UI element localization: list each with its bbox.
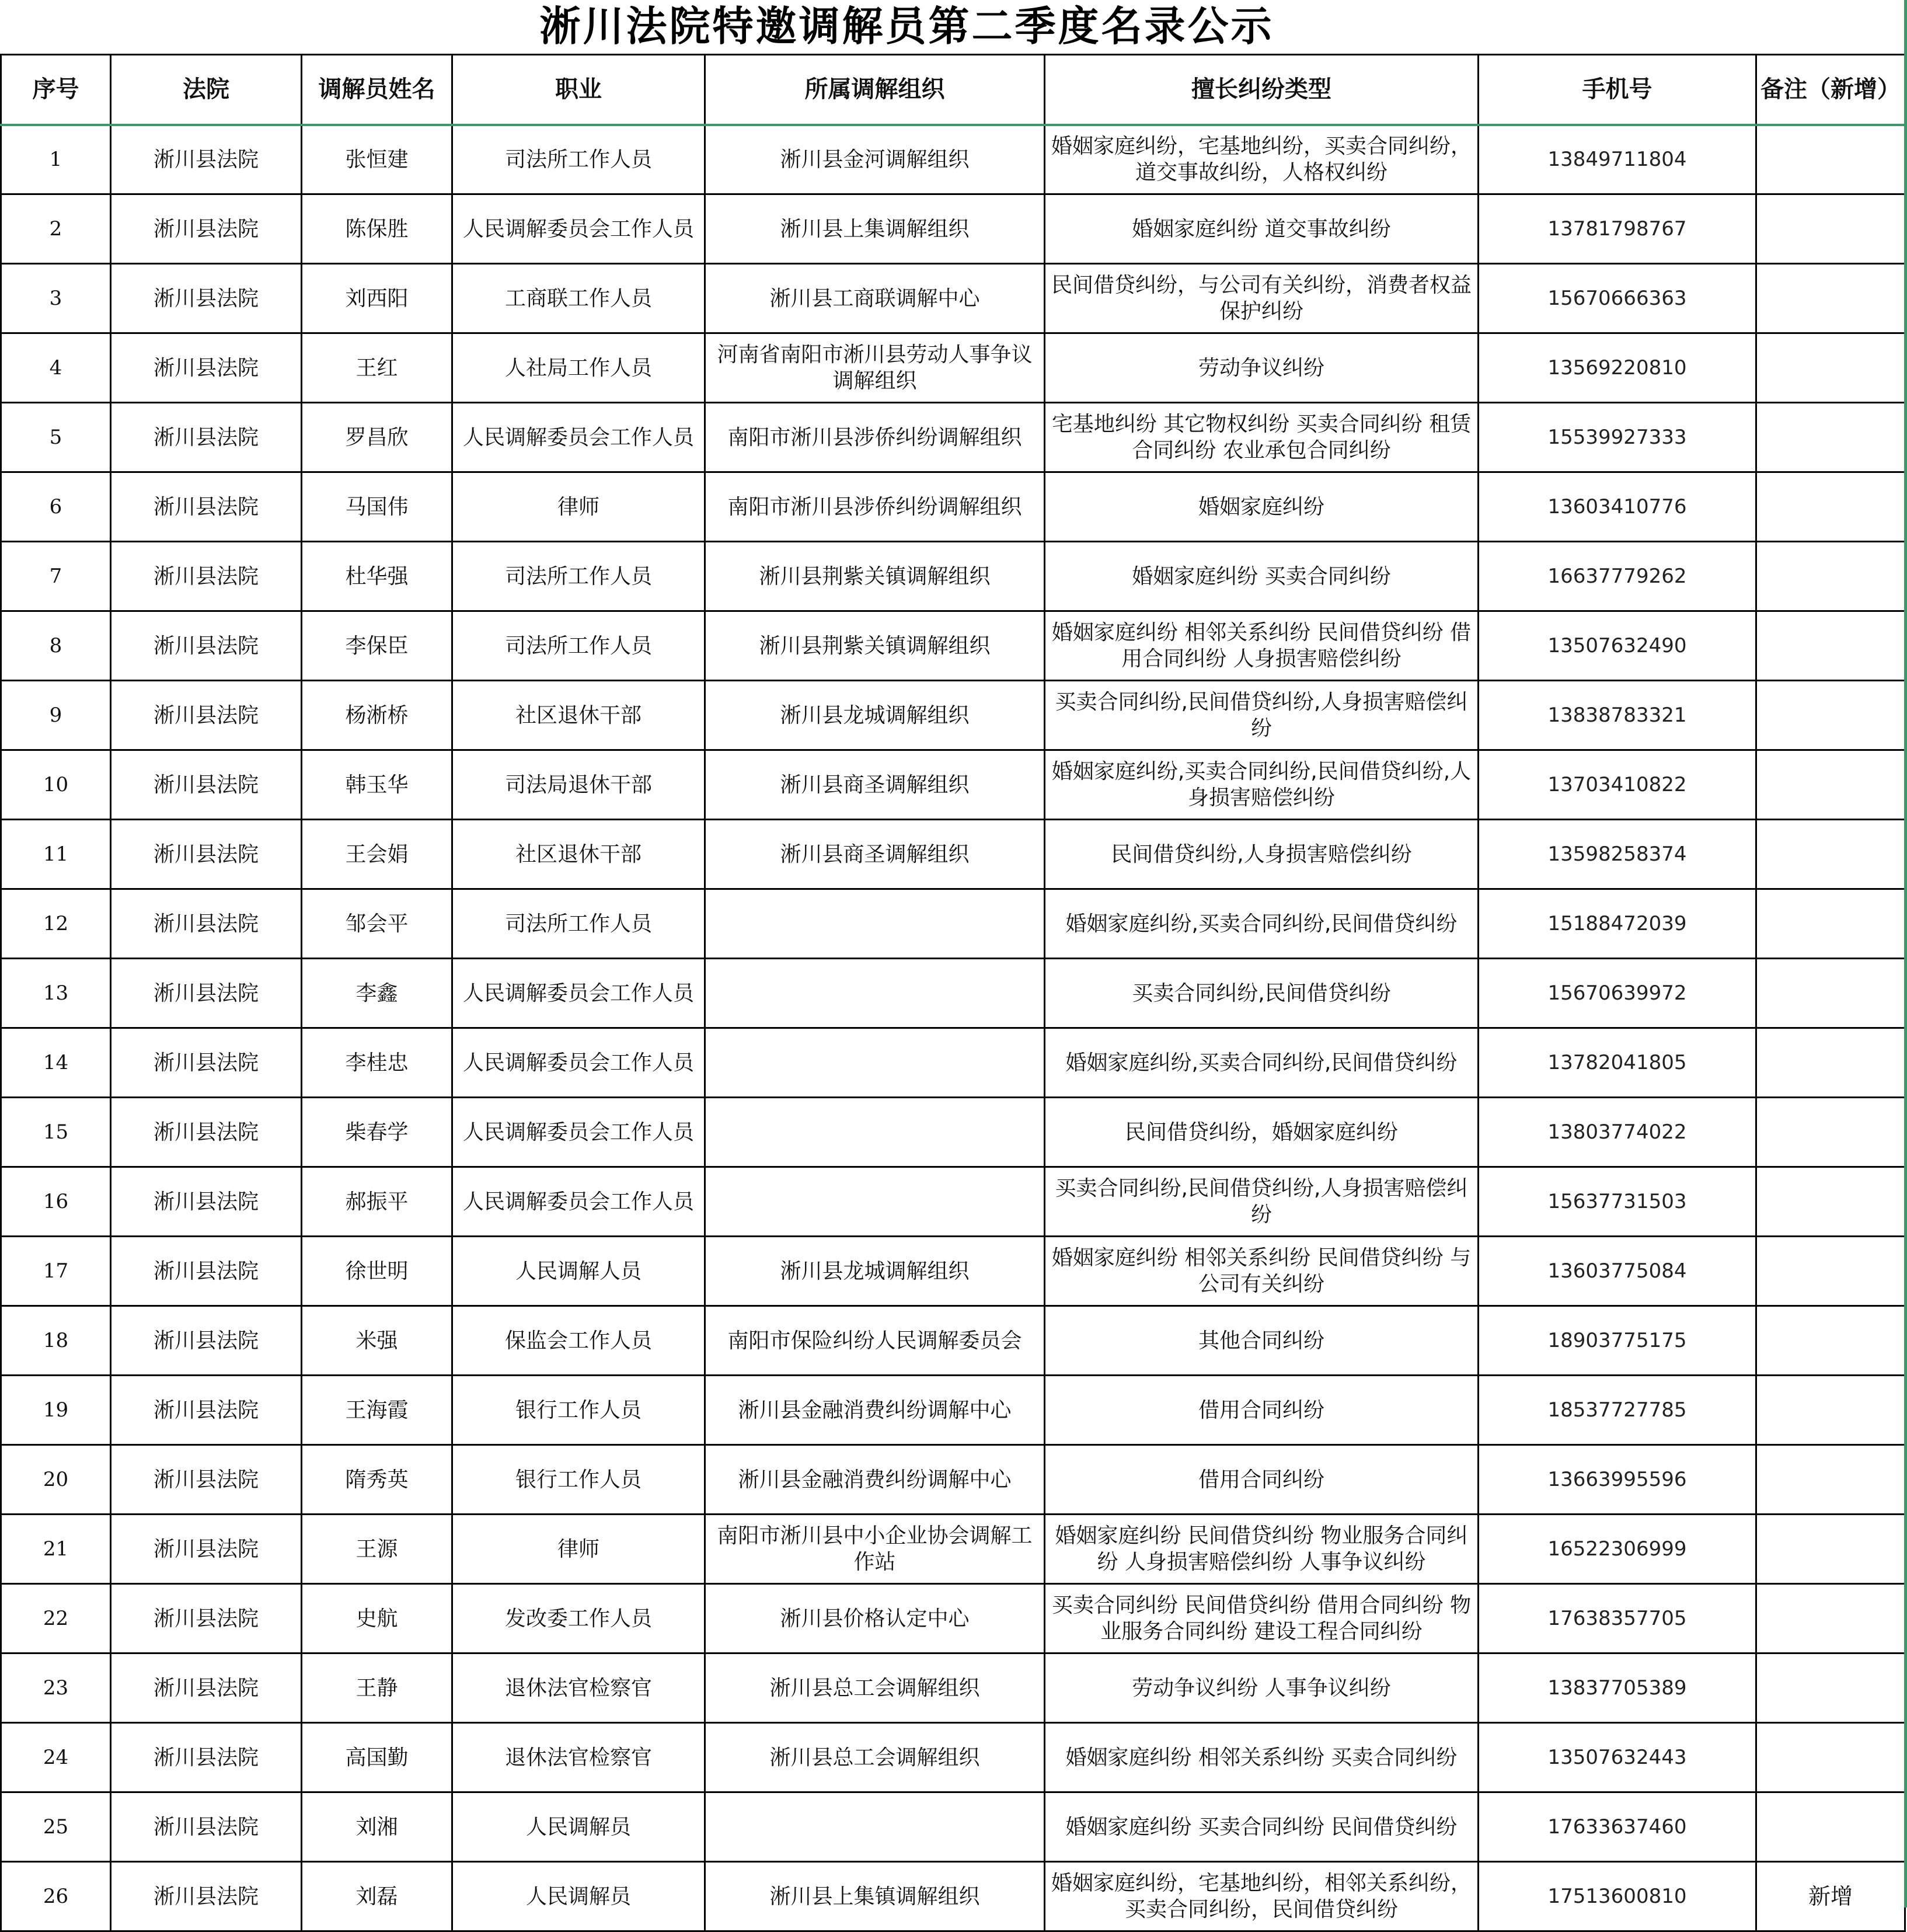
cell-mediator-name[interactable]: 陈保胜 — [302, 194, 452, 264]
cell-index[interactable]: 26 — [1, 1862, 111, 1931]
cell-court[interactable]: 淅川县法院 — [111, 681, 302, 750]
cell-occupation[interactable]: 司法所工作人员 — [452, 125, 705, 194]
table-row — [1, 1653, 1905, 1723]
cell-mediator-name[interactable]: 张恒建 — [302, 125, 452, 194]
cell-organization[interactable]: 淅川县金河调解组织 — [705, 125, 1045, 194]
cell-index[interactable]: 10 — [1, 750, 111, 820]
cell-occupation[interactable]: 司法局退休干部 — [452, 750, 705, 820]
cell-organization[interactable] — [705, 1098, 1045, 1167]
cell-mediator-name[interactable]: 李保臣 — [302, 611, 452, 681]
table-row — [1, 959, 1905, 1028]
cell-occupation[interactable]: 人民调解委员会工作人员 — [452, 194, 705, 264]
cell-phone[interactable]: 13781798767 — [1479, 194, 1756, 264]
cell-organization[interactable]: 南阳市淅川县中小企业协会调解工作站 — [705, 1515, 1045, 1584]
cell-court[interactable]: 淅川县法院 — [111, 1028, 302, 1098]
cell-organization[interactable]: 南阳市保险纠纷人民调解委员会 — [705, 1306, 1045, 1376]
cell-dispute-types[interactable]: 买卖合同纠纷,民间借贷纠纷,人身损害赔偿纠纷 — [1045, 1167, 1479, 1237]
cell-organization[interactable]: 淅川县上集镇调解组织 — [705, 1862, 1045, 1931]
cell-mediator-name[interactable]: 李鑫 — [302, 959, 452, 1028]
mediator-roster-table — [0, 54, 1906, 1932]
col-header-court[interactable]: 法院 — [111, 55, 302, 125]
cell-mediator-name[interactable]: 王源 — [302, 1515, 452, 1584]
cell-mediator-name[interactable]: 罗昌欣 — [302, 403, 452, 472]
cell-index[interactable]: 17 — [1, 1237, 111, 1306]
cell-phone[interactable]: 13849711804 — [1479, 125, 1756, 194]
cell-note[interactable] — [1756, 750, 1905, 820]
cell-court[interactable]: 淅川县法院 — [111, 750, 302, 820]
cell-index[interactable]: 19 — [1, 1376, 111, 1445]
table-row — [1, 1028, 1905, 1098]
table-body — [1, 125, 1905, 1931]
cell-organization[interactable] — [705, 1167, 1045, 1237]
cell-court[interactable]: 淅川县法院 — [111, 1653, 302, 1723]
table-row — [1, 1792, 1905, 1862]
cell-index[interactable]: 2 — [1, 194, 111, 264]
cell-court[interactable]: 淅川县法院 — [111, 1237, 302, 1306]
table-row — [1, 542, 1905, 611]
cell-index[interactable]: 16 — [1, 1167, 111, 1237]
cell-occupation[interactable]: 司法所工作人员 — [452, 542, 705, 611]
cell-index[interactable]: 12 — [1, 889, 111, 959]
cell-dispute-types[interactable]: 民间借贷纠纷，婚姻家庭纠纷 — [1045, 1098, 1479, 1167]
cell-dispute-types[interactable]: 劳动争议纠纷 人事争议纠纷 — [1045, 1653, 1479, 1723]
cell-note[interactable] — [1756, 264, 1905, 333]
cell-organization[interactable]: 淅川县商圣调解组织 — [705, 820, 1045, 889]
cell-court[interactable]: 淅川县法院 — [111, 1167, 302, 1237]
table-row — [1, 611, 1905, 681]
cell-mediator-name[interactable]: 史航 — [302, 1584, 452, 1653]
table-row — [1, 264, 1905, 333]
cell-note[interactable] — [1756, 1306, 1905, 1376]
cell-dispute-types[interactable]: 婚姻家庭纠纷 相邻关系纠纷 民间借贷纠纷 借用合同纠纷 人身损害赔偿纠纷 — [1045, 611, 1479, 681]
cell-organization[interactable]: 淅川县荆紫关镇调解组织 — [705, 542, 1045, 611]
cell-court[interactable]: 淅川县法院 — [111, 472, 302, 542]
cell-dispute-types[interactable]: 婚姻家庭纠纷 道交事故纠纷 — [1045, 194, 1479, 264]
cell-index[interactable]: 14 — [1, 1028, 111, 1098]
cell-note[interactable] — [1756, 1376, 1905, 1445]
cell-occupation[interactable]: 人民调解员 — [452, 1862, 705, 1931]
cell-phone[interactable]: 13663995596 — [1479, 1445, 1756, 1515]
cell-mediator-name[interactable]: 刘磊 — [302, 1862, 452, 1931]
cell-organization[interactable] — [705, 1028, 1045, 1098]
cell-organization[interactable]: 南阳市淅川县涉侨纠纷调解组织 — [705, 472, 1045, 542]
cell-note[interactable] — [1756, 333, 1905, 403]
cell-dispute-types[interactable]: 借用合同纠纷 — [1045, 1445, 1479, 1515]
cell-organization[interactable]: 淅川县工商联调解中心 — [705, 264, 1045, 333]
cell-mediator-name[interactable]: 刘西阳 — [302, 264, 452, 333]
table-row — [1, 1862, 1905, 1931]
cell-mediator-name[interactable]: 郝振平 — [302, 1167, 452, 1237]
table-row — [1, 1584, 1905, 1653]
cell-phone[interactable]: 13703410822 — [1479, 750, 1756, 820]
cell-court[interactable]: 淅川县法院 — [111, 542, 302, 611]
cell-mediator-name[interactable]: 杨淅桥 — [302, 681, 452, 750]
cell-dispute-types[interactable]: 婚姻家庭纠纷，宅基地纠纷，买卖合同纠纷，道交事故纠纷，人格权纠纷 — [1045, 125, 1479, 194]
cell-phone[interactable]: 13569220810 — [1479, 333, 1756, 403]
cell-mediator-name[interactable]: 王海霞 — [302, 1376, 452, 1445]
cell-phone[interactable]: 13837705389 — [1479, 1653, 1756, 1723]
table-row — [1, 1306, 1905, 1376]
table-row — [1, 681, 1905, 750]
table-row — [1, 1167, 1905, 1237]
cell-index[interactable]: 7 — [1, 542, 111, 611]
col-header-phone[interactable]: 手机号 — [1479, 55, 1756, 125]
col-header-organization[interactable]: 所属调解组织 — [705, 55, 1045, 125]
cell-dispute-types[interactable]: 其他合同纠纷 — [1045, 1306, 1479, 1376]
cell-index[interactable]: 25 — [1, 1792, 111, 1862]
cell-mediator-name[interactable]: 刘湘 — [302, 1792, 452, 1862]
cell-index[interactable]: 18 — [1, 1306, 111, 1376]
cell-dispute-types[interactable]: 买卖合同纠纷,民间借贷纠纷 — [1045, 959, 1479, 1028]
cell-index[interactable]: 9 — [1, 681, 111, 750]
cell-phone[interactable]: 17513600810 — [1479, 1862, 1756, 1931]
cell-dispute-types[interactable]: 借用合同纠纷 — [1045, 1376, 1479, 1445]
table-row — [1, 125, 1905, 194]
cell-court[interactable]: 淅川县法院 — [111, 333, 302, 403]
cell-occupation[interactable]: 司法所工作人员 — [452, 611, 705, 681]
table-row — [1, 1098, 1905, 1167]
cell-occupation[interactable]: 人民调解委员会工作人员 — [452, 403, 705, 472]
cell-organization[interactable]: 淅川县金融消费纠纷调解中心 — [705, 1445, 1045, 1515]
col-header-occupation[interactable]: 职业 — [452, 55, 705, 125]
cell-organization[interactable]: 淅川县龙城调解组织 — [705, 1237, 1045, 1306]
cell-court[interactable]: 淅川县法院 — [111, 264, 302, 333]
table-row — [1, 1723, 1905, 1792]
cell-note[interactable] — [1756, 194, 1905, 264]
cell-phone[interactable]: 13803774022 — [1479, 1098, 1756, 1167]
table-row — [1, 889, 1905, 959]
cell-occupation[interactable]: 人民调解委员会工作人员 — [452, 1167, 705, 1237]
cell-phone[interactable]: 13598258374 — [1479, 820, 1756, 889]
cell-occupation[interactable]: 社区退休干部 — [452, 820, 705, 889]
cell-court[interactable]: 淅川县法院 — [111, 1376, 302, 1445]
cell-organization[interactable] — [705, 889, 1045, 959]
cell-occupation[interactable]: 社区退休干部 — [452, 681, 705, 750]
cell-court[interactable]: 淅川县法院 — [111, 959, 302, 1028]
cell-organization[interactable]: 淅川县总工会调解组织 — [705, 1653, 1045, 1723]
sheet-right-border — [1904, 0, 1907, 1907]
cell-dispute-types[interactable]: 婚姻家庭纠纷 民间借贷纠纷 物业服务合同纠纷 人身损害赔偿纠纷 人事争议纠纷 — [1045, 1515, 1479, 1584]
cell-mediator-name[interactable]: 韩玉华 — [302, 750, 452, 820]
col-header-index[interactable]: 序号 — [1, 55, 111, 125]
cell-court[interactable]: 淅川县法院 — [111, 1445, 302, 1515]
table-row — [1, 1376, 1905, 1445]
cell-index[interactable]: 23 — [1, 1653, 111, 1723]
header-row — [1, 55, 1905, 125]
cell-index[interactable]: 6 — [1, 472, 111, 542]
cell-occupation[interactable]: 人社局工作人员 — [452, 333, 705, 403]
cell-organization[interactable]: 淅川县价格认定中心 — [705, 1584, 1045, 1653]
cell-court[interactable]: 淅川县法院 — [111, 1862, 302, 1931]
cell-index[interactable]: 5 — [1, 403, 111, 472]
cell-organization[interactable]: 河南省南阳市淅川县劳动人事争议调解组织 — [705, 333, 1045, 403]
cell-index[interactable]: 20 — [1, 1445, 111, 1515]
cell-index[interactable]: 11 — [1, 820, 111, 889]
cell-mediator-name[interactable]: 隋秀英 — [302, 1445, 452, 1515]
cell-organization[interactable]: 淅川县金融消费纠纷调解中心 — [705, 1376, 1045, 1445]
cell-note[interactable] — [1756, 1167, 1905, 1237]
cell-occupation[interactable]: 律师 — [452, 472, 705, 542]
cell-occupation[interactable]: 人民调解委员会工作人员 — [452, 959, 705, 1028]
cell-dispute-types[interactable]: 婚姻家庭纠纷，宅基地纠纷，相邻关系纠纷，买卖合同纠纷，民间借贷纠纷 — [1045, 1862, 1479, 1931]
cell-note[interactable] — [1756, 1237, 1905, 1306]
cell-note[interactable] — [1756, 889, 1905, 959]
cell-occupation[interactable]: 律师 — [452, 1515, 705, 1584]
cell-phone[interactable]: 15670639972 — [1479, 959, 1756, 1028]
cell-dispute-types[interactable]: 婚姻家庭纠纷,买卖合同纠纷,民间借贷纠纷,人身损害赔偿纠纷 — [1045, 750, 1479, 820]
cell-dispute-types[interactable]: 婚姻家庭纠纷,买卖合同纠纷,民间借贷纠纷 — [1045, 1028, 1479, 1098]
col-header-mediator-name[interactable]: 调解员姓名 — [302, 55, 452, 125]
cell-phone[interactable]: 18537727785 — [1479, 1376, 1756, 1445]
cell-occupation[interactable]: 退休法官检察官 — [452, 1653, 705, 1723]
page-title: 淅川法院特邀调解员第二季度名录公示 — [539, 2, 1274, 50]
cell-note[interactable] — [1756, 1098, 1905, 1167]
cell-mediator-name[interactable]: 柴春学 — [302, 1098, 452, 1167]
cell-note[interactable] — [1756, 472, 1905, 542]
cell-mediator-name[interactable]: 邹会平 — [302, 889, 452, 959]
cell-note[interactable] — [1756, 1028, 1905, 1098]
table-row — [1, 1237, 1905, 1306]
cell-mediator-name[interactable]: 李桂忠 — [302, 1028, 452, 1098]
cell-phone[interactable]: 13782041805 — [1479, 1028, 1756, 1098]
cell-phone[interactable]: 16637779262 — [1479, 542, 1756, 611]
cell-organization[interactable]: 淅川县荆紫关镇调解组织 — [705, 611, 1045, 681]
cell-index[interactable]: 13 — [1, 959, 111, 1028]
col-header-note[interactable]: 备注（新增） — [1756, 55, 1905, 125]
cell-phone[interactable]: 17633637460 — [1479, 1792, 1756, 1862]
cell-note[interactable] — [1756, 403, 1905, 472]
cell-court[interactable]: 淅川县法院 — [111, 125, 302, 194]
cell-dispute-types[interactable]: 婚姻家庭纠纷 相邻关系纠纷 买卖合同纠纷 — [1045, 1723, 1479, 1792]
cell-occupation[interactable]: 司法所工作人员 — [452, 889, 705, 959]
cell-dispute-types[interactable]: 买卖合同纠纷 民间借贷纠纷 借用合同纠纷 物业服务合同纠纷 建设工程合同纠纷 — [1045, 1584, 1479, 1653]
cell-court[interactable]: 淅川县法院 — [111, 1306, 302, 1376]
cell-court[interactable]: 淅川县法院 — [111, 611, 302, 681]
cell-phone[interactable]: 15637731503 — [1479, 1167, 1756, 1237]
col-header-dispute-types[interactable]: 擅长纠纷类型 — [1045, 55, 1479, 125]
cell-organization[interactable]: 淅川县商圣调解组织 — [705, 750, 1045, 820]
table-row — [1, 1515, 1905, 1584]
table-row — [1, 194, 1905, 264]
cell-note[interactable] — [1756, 1723, 1905, 1792]
cell-note[interactable] — [1756, 1584, 1905, 1653]
cell-organization[interactable]: 淅川县上集调解组织 — [705, 194, 1045, 264]
cell-occupation[interactable]: 人民调解人员 — [452, 1237, 705, 1306]
cell-dispute-types[interactable]: 买卖合同纠纷,民间借贷纠纷,人身损害赔偿纠纷 — [1045, 681, 1479, 750]
cell-organization[interactable] — [705, 959, 1045, 1028]
cell-mediator-name[interactable]: 王静 — [302, 1653, 452, 1723]
cell-court[interactable]: 淅川县法院 — [111, 1723, 302, 1792]
cell-note[interactable] — [1756, 1792, 1905, 1862]
cell-note[interactable]: 新增 — [1756, 1862, 1905, 1931]
cell-mediator-name[interactable]: 米强 — [302, 1306, 452, 1376]
cell-occupation[interactable]: 人民调解委员会工作人员 — [452, 1098, 705, 1167]
cell-mediator-name[interactable]: 王会娟 — [302, 820, 452, 889]
cell-phone[interactable]: 13838783321 — [1479, 681, 1756, 750]
cell-dispute-types[interactable]: 婚姻家庭纠纷 买卖合同纠纷 民间借贷纠纷 — [1045, 1792, 1479, 1862]
cell-court[interactable]: 淅川县法院 — [111, 820, 302, 889]
cell-organization[interactable]: 淅川县龙城调解组织 — [705, 681, 1045, 750]
cell-note[interactable] — [1756, 611, 1905, 681]
cell-note[interactable] — [1756, 820, 1905, 889]
table-row — [1, 403, 1905, 472]
cell-dispute-types[interactable]: 宅基地纠纷 其它物权纠纷 买卖合同纠纷 租赁合同纠纷 农业承包合同纠纷 — [1045, 403, 1479, 472]
table-row — [1, 333, 1905, 403]
cell-organization[interactable] — [705, 1792, 1045, 1862]
cell-note[interactable] — [1756, 959, 1905, 1028]
table-row — [1, 1445, 1905, 1515]
cell-phone[interactable]: 13507632443 — [1479, 1723, 1756, 1792]
cell-index[interactable]: 8 — [1, 611, 111, 681]
table-row — [1, 750, 1905, 820]
cell-occupation[interactable]: 银行工作人员 — [452, 1445, 705, 1515]
cell-phone[interactable]: 16522306999 — [1479, 1515, 1756, 1584]
cell-court[interactable]: 淅川县法院 — [111, 1584, 302, 1653]
cell-court[interactable]: 淅川县法院 — [111, 1515, 302, 1584]
cell-organization[interactable]: 南阳市淅川县涉侨纠纷调解组织 — [705, 403, 1045, 472]
cell-mediator-name[interactable]: 马国伟 — [302, 472, 452, 542]
cell-dispute-types[interactable]: 婚姻家庭纠纷 买卖合同纠纷 — [1045, 542, 1479, 611]
cell-dispute-types[interactable]: 婚姻家庭纠纷,买卖合同纠纷,民间借贷纠纷 — [1045, 889, 1479, 959]
cell-occupation[interactable]: 工商联工作人员 — [452, 264, 705, 333]
cell-mediator-name[interactable]: 王红 — [302, 333, 452, 403]
cell-court[interactable]: 淅川县法院 — [111, 1098, 302, 1167]
cell-mediator-name[interactable]: 徐世明 — [302, 1237, 452, 1306]
cell-court[interactable]: 淅川县法院 — [111, 403, 302, 472]
cell-occupation[interactable]: 保监会工作人员 — [452, 1306, 705, 1376]
cell-court[interactable]: 淅川县法院 — [111, 889, 302, 959]
cell-index[interactable]: 21 — [1, 1515, 111, 1584]
cell-phone[interactable]: 13507632490 — [1479, 611, 1756, 681]
cell-phone[interactable]: 13603410776 — [1479, 472, 1756, 542]
cell-dispute-types[interactable]: 民间借贷纠纷,人身损害赔偿纠纷 — [1045, 820, 1479, 889]
cell-note[interactable] — [1756, 1445, 1905, 1515]
cell-index[interactable]: 15 — [1, 1098, 111, 1167]
cell-dispute-types[interactable]: 婚姻家庭纠纷 — [1045, 472, 1479, 542]
cell-note[interactable] — [1756, 125, 1905, 194]
cell-phone[interactable]: 18903775175 — [1479, 1306, 1756, 1376]
cell-occupation[interactable]: 退休法官检察官 — [452, 1723, 705, 1792]
cell-dispute-types[interactable]: 婚姻家庭纠纷 相邻关系纠纷 民间借贷纠纷 与公司有关纠纷 — [1045, 1237, 1479, 1306]
cell-dispute-types[interactable]: 劳动争议纠纷 — [1045, 333, 1479, 403]
cell-occupation[interactable]: 人民调解委员会工作人员 — [452, 1028, 705, 1098]
cell-phone[interactable]: 15539927333 — [1479, 403, 1756, 472]
cell-phone[interactable]: 15670666363 — [1479, 264, 1756, 333]
cell-organization[interactable]: 淅川县总工会调解组织 — [705, 1723, 1045, 1792]
cell-note[interactable] — [1756, 1515, 1905, 1584]
table-row — [1, 820, 1905, 889]
cell-dispute-types[interactable]: 民间借贷纠纷，与公司有关纠纷，消费者权益保护纠纷 — [1045, 264, 1479, 333]
cell-note[interactable] — [1756, 1653, 1905, 1723]
cell-note[interactable] — [1756, 681, 1905, 750]
cell-occupation[interactable]: 发改委工作人员 — [452, 1584, 705, 1653]
cell-mediator-name[interactable]: 杜华强 — [302, 542, 452, 611]
cell-phone[interactable]: 15188472039 — [1479, 889, 1756, 959]
cell-court[interactable]: 淅川县法院 — [111, 194, 302, 264]
cell-occupation[interactable]: 人民调解员 — [452, 1792, 705, 1862]
cell-phone[interactable]: 13603775084 — [1479, 1237, 1756, 1306]
cell-index[interactable]: 4 — [1, 333, 111, 403]
cell-index[interactable]: 1 — [1, 125, 111, 194]
table-row — [1, 472, 1905, 542]
cell-index[interactable]: 24 — [1, 1723, 111, 1792]
cell-occupation[interactable]: 银行工作人员 — [452, 1376, 705, 1445]
cell-court[interactable]: 淅川县法院 — [111, 1792, 302, 1862]
cell-mediator-name[interactable]: 高国勤 — [302, 1723, 452, 1792]
cell-index[interactable]: 22 — [1, 1584, 111, 1653]
cell-index[interactable]: 3 — [1, 264, 111, 333]
cell-note[interactable] — [1756, 542, 1905, 611]
cell-phone[interactable]: 17638357705 — [1479, 1584, 1756, 1653]
